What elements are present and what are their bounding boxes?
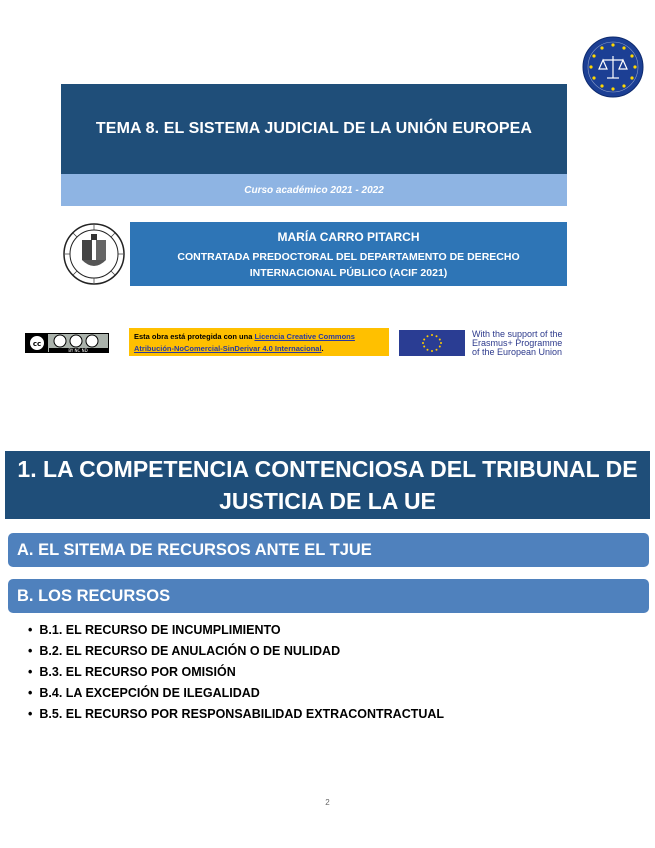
license-prefix: Esta obra está protegida con una xyxy=(134,332,255,341)
erasmus-line1: With the support of the xyxy=(472,329,563,339)
list-item: • B.5. EL RECURSO POR RESPONSABILIDAD EXTRACONTRACTUAL xyxy=(28,704,444,725)
erasmus-line3: of the European Union xyxy=(472,347,563,357)
license-link-line2[interactable]: Atribución-NoComercial-SinDerivar 4.0 Internacional xyxy=(134,344,322,353)
license-notice xyxy=(129,328,389,356)
list-item: • B.2. EL RECURSO DE ANULACIÓN O DE NULIDAD xyxy=(28,641,444,662)
section-title-line2: JUSTICIA DE LA UE xyxy=(219,488,436,514)
eu-flag-icon xyxy=(399,330,465,356)
subtitle-banner xyxy=(61,174,567,206)
academic-year: Curso académico 2021 - 2022 xyxy=(244,184,384,196)
svg-text:cc: cc xyxy=(32,340,42,348)
title-banner xyxy=(61,84,567,174)
subsection-b-header xyxy=(8,579,649,613)
subsection-a-label: A. EL SITEMA DE RECURSOS ANTE EL TJUE xyxy=(17,540,372,559)
list-item: • B.4. LA EXCEPCIÓN DE ILEGALIDAD xyxy=(28,683,444,704)
erasmus-support-text xyxy=(472,330,563,357)
author-role-line1: CONTRATADA PREDOCTORAL DEL DEPARTAMENTO DE DERECHO xyxy=(177,251,520,263)
license-link-line1[interactable]: Licencia Creative Commons xyxy=(254,332,355,341)
eu-justice-seal-icon xyxy=(582,36,644,98)
page-number: 2 xyxy=(325,798,330,807)
section-title-line1: 1. LA COMPETENCIA CONTENCIOSA DEL TRIBUNAL DE xyxy=(17,456,638,482)
creative-commons-icon[interactable] xyxy=(25,333,109,353)
university-seal-icon xyxy=(62,222,126,286)
section-title xyxy=(5,451,650,519)
document-title: TEMA 8. EL SISTEMA JUDICIAL DE LA UNIÓN EUROPEA xyxy=(95,120,533,137)
author-name: MARÍA CARRO PITARCH xyxy=(277,230,420,244)
list-item: • B.1. EL RECURSO DE INCUMPLIMIENTO xyxy=(28,620,444,641)
author-role xyxy=(130,249,567,281)
license-suffix: . xyxy=(321,344,324,353)
subsection-b-label: B. LOS RECURSOS xyxy=(17,586,171,605)
recursos-list xyxy=(28,620,444,725)
list-item: • B.3. EL RECURSO POR OMISIÓN xyxy=(28,662,444,683)
subsection-a-header xyxy=(8,533,649,567)
author-banner xyxy=(130,222,567,286)
erasmus-line2: Erasmus+ Programme xyxy=(472,338,563,348)
cc-badge-label: BY NC ND xyxy=(68,348,88,353)
author-role-line2: INTERNACIONAL PÚBLICO (ACIF 2021) xyxy=(249,267,448,279)
